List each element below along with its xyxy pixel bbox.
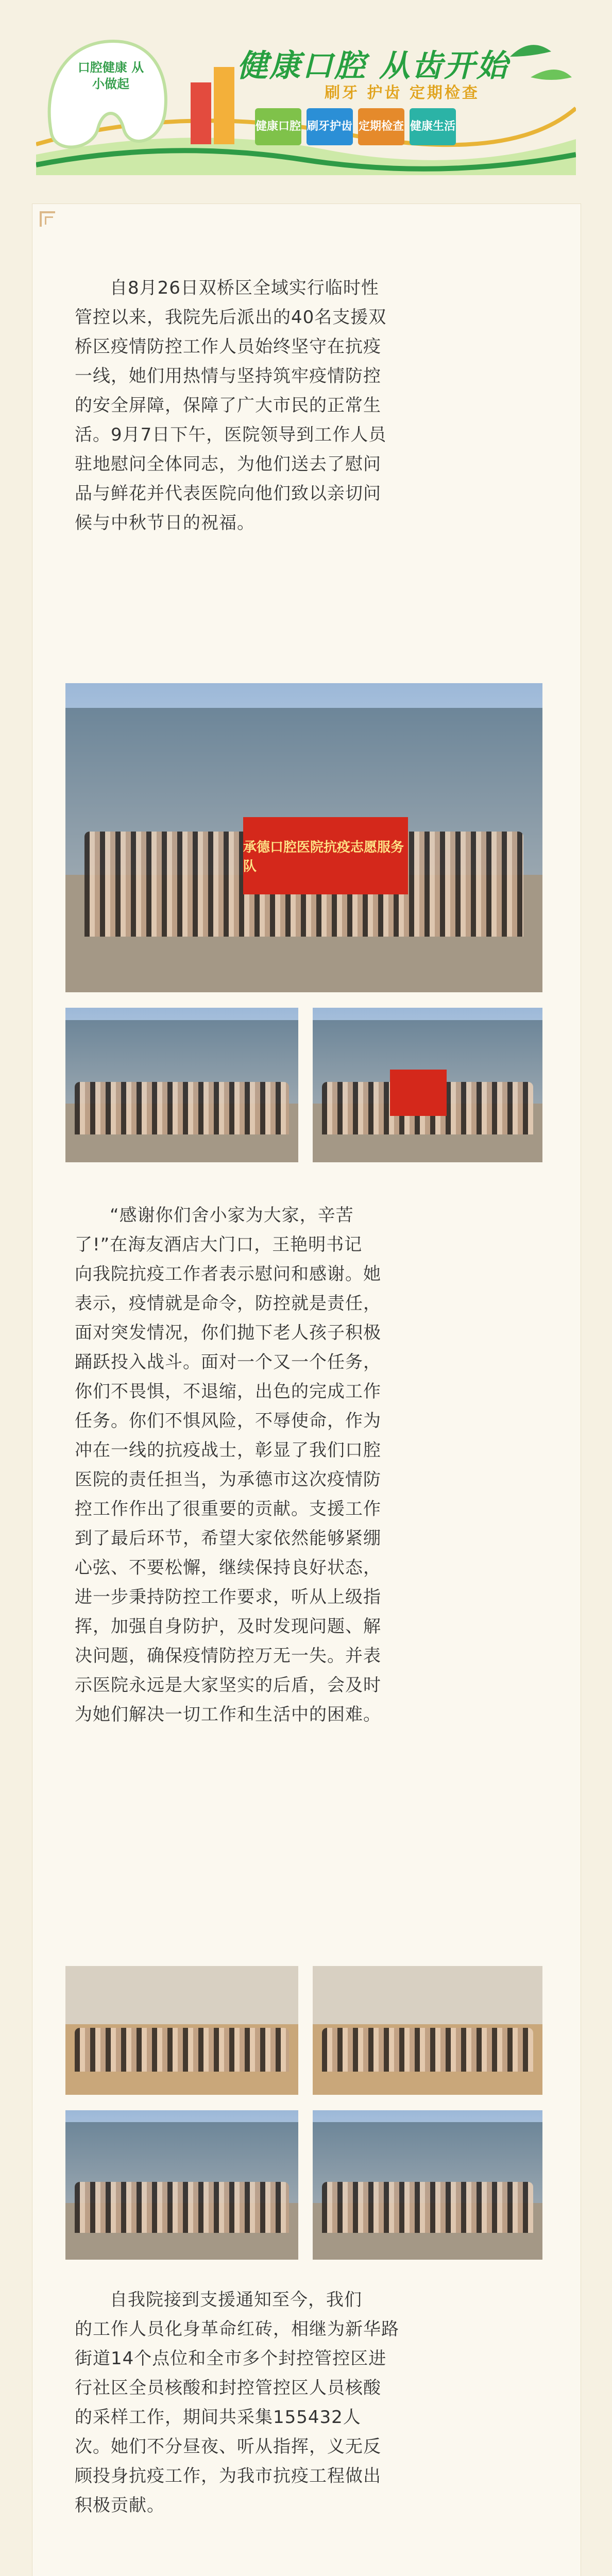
p3-line: 的工作人员化身革命红砖，相继为新华路 — [75, 2319, 399, 2340]
article-card — [32, 204, 581, 2576]
badge-text: 口腔健康 从小做起 — [77, 60, 144, 91]
tile-3: 定期检查 — [358, 108, 404, 145]
p3-line: 的采样工作，期间共采集155432人 — [75, 2407, 361, 2428]
p2-line: 心弦、不要松懈，继续保持良好状态， — [75, 1557, 381, 1578]
group-photo — [65, 1966, 298, 2095]
p2-line: 冲在一线的抗疫战士，彰显了我们口腔 — [75, 1440, 381, 1461]
p2-line: 表示，疫情就是命令，防控就是责任， — [75, 1293, 381, 1314]
group-photo — [65, 1008, 298, 1162]
p3-line: 行社区全员核酸和封控管控区人员核酸 — [75, 2378, 381, 2398]
group-photo — [65, 2110, 298, 2260]
group-photo-large — [65, 683, 542, 992]
team-flag: 承德口腔医院抗疫志愿服务队 — [243, 817, 408, 894]
paragraph-2 — [75, 1201, 529, 1730]
p3-line: 自我院接到支援通知至今，我们 — [110, 2290, 362, 2310]
corner-ornament-icon — [40, 211, 60, 232]
slogan-main: 健康口腔 从齿开始 — [237, 48, 509, 84]
p2-line: 为她们解决一切工作和生活中的困难。 — [75, 1704, 381, 1725]
p1-line: 活。9月7日下午，医院领导到工作人员 — [75, 425, 387, 445]
p2-line: 医院的责任担当，为承德市这次疫情防 — [75, 1469, 381, 1490]
p1-line: 一线，她们用热情与坚持筑牢疫情防控 — [75, 366, 381, 386]
p1-line: 管控以来，我院先后派出的40名支援双 — [75, 307, 387, 328]
p2-line: 控工作作出了很重要的贡献。支援工作 — [75, 1499, 381, 1519]
p2-line: 任务。你们不惧风险，不辱使命，作为 — [75, 1411, 381, 1431]
p2-line: 到了最后环节，希望大家依然能够紧绷 — [75, 1528, 381, 1549]
header-banner — [36, 21, 576, 175]
p1-line: 驻地慰问全体同志，为他们送去了慰问 — [75, 454, 381, 474]
tile-1: 健康口腔 — [255, 108, 301, 145]
tile-2: 刷牙护齿 — [307, 108, 353, 145]
p3-line: 街道14个点位和全市多个封控管控区进 — [75, 2348, 387, 2369]
p2-line: “感谢你们舍小家为大家，辛苦 — [110, 1205, 354, 1226]
tile-4: 健康生活 — [410, 108, 456, 145]
p2-line: 你们不畏惧，不退缩，出色的完成工作 — [75, 1381, 381, 1402]
p3-line: 积极贡献。 — [75, 2495, 165, 2516]
p1-line: 的安全屏障，保障了广大市民的正常生 — [75, 395, 381, 416]
p1-line: 品与鲜花并代表医院向他们致以亲切问 — [75, 483, 381, 504]
group-photo — [313, 1966, 542, 2095]
p3-line: 顾投身抗疫工作，为我市抗疫工程做出 — [75, 2466, 381, 2486]
group-photo — [313, 1008, 542, 1162]
p1-line: 自8月26日双桥区全域实行临时性 — [110, 278, 379, 298]
p2-line: 进一步秉持防控工作要求，听从上级指 — [75, 1587, 381, 1607]
p1-line: 候与中秋节日的祝福。 — [75, 513, 255, 533]
p2-line: 了!”在海友酒店大门口，王艳明书记 — [75, 1234, 363, 1255]
slogan-sub: 刷牙 护齿 定期检查 — [325, 84, 480, 102]
p1-line: 桥区疫情防控工作人员始终坚守在抗疫 — [75, 336, 381, 357]
paragraph-1 — [75, 274, 529, 538]
paragraph-3 — [75, 2285, 529, 2520]
p2-line: 面对突发情况，你们抛下老人孩子积极 — [75, 1323, 381, 1343]
group-photo — [313, 2110, 542, 2260]
p2-line: 挥，加强自身防护，及时发现问题、解 — [75, 1616, 381, 1637]
p2-line: 向我院抗疫工作者表示慰问和感谢。她 — [75, 1264, 381, 1284]
p3-line: 次。她们不分昼夜、听从指挥，义无反 — [75, 2436, 381, 2457]
p2-line: 决问题，确保疫情防控万无一失。并表 — [75, 1646, 381, 1666]
p2-line: 示医院永远是大家坚实的后盾，会及时 — [75, 1675, 381, 1696]
p2-line: 踊跃投入战斗。面对一个又一个任务， — [75, 1352, 381, 1372]
